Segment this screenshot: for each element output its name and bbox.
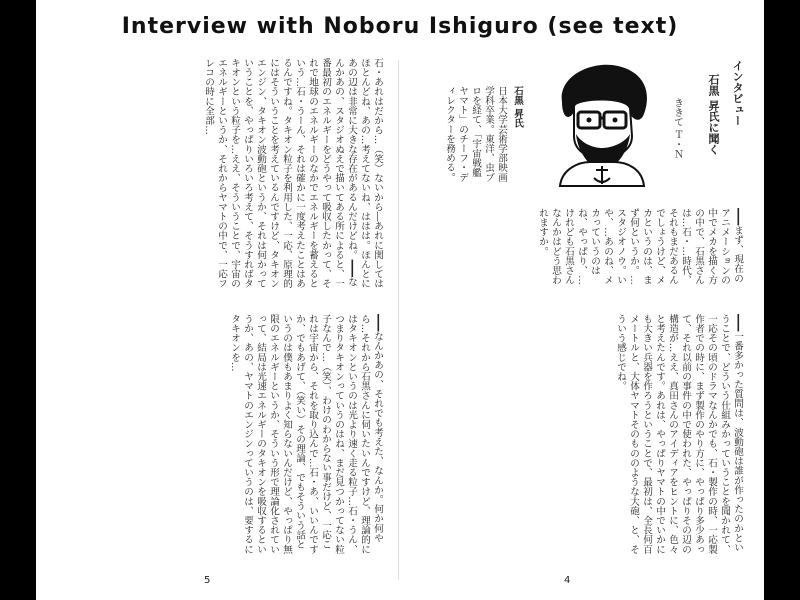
noboru-ishiguro-caricature-icon	[540, 58, 660, 188]
right-top-column-block: ━━━まず、現在のアニメーションの中でメカを描く方の中で、石黒さんは…石・…時代、それもまだあるんでしょうけど、メカというのは、まず何というか。…スタジオノウ。いや、…あのね、メカっていうのはね、やっぱり、…けれども石黒さんなんかはどう思われますか。	[537, 208, 743, 285]
profile-text: 日本大学芸術学部映画学科卒業。東洋、虫プロを経て、「宇宙戦艦ヤマト」のチーフ・ディレクターを務める。	[444, 86, 507, 182]
gutter-divider	[398, 60, 399, 580]
interviewer-credit: ききて Ｔ・Ｎ	[672, 98, 683, 159]
left-section-gap	[54, 306, 384, 307]
right-bottom-column-block: ━━━一番多かった質問は、波動砲は誰が作ったのかということで、どういう仕組みかっていうことを聞かれて、一応その頃のドラマなんかでも、石・製作の時、一応製作者での時に、まず製作のやり方に、やっぱり多少あって、それ以前の事件の中で使われた、やっぱりその辺の構造が…ええ、真田さんのアイディアをヒントに、色々と考えたんです。あれは、やっぱりヤマトの中でいかにも大きい兵器を作ろうということで、最初は、全長何百メートルと、大体ヤマトそのもののような大砲、と、そういう感じでね。	[615, 314, 743, 554]
right-page	[414, 58, 744, 578]
left-top-column-block: 石・あれはだから…（笑）ないから―あれに関してはほとんどね、あの…考えてないね、ははは。ほんとにあの辺は非常に大きな存在があるんだけどね。━━━なんかあの、スタジオぬえで描いてある所によると、一番最初のエネルギーをどうやって吸収したかって、それで地球のエネルギーのなかでエネルギーを蓄えるという…石・うーん、それは確かに一度考えたことはあるんですね。タキオン粒子を利用した、一応、原理的にはそういうことを考えているんですけど、タキオンエンジン、タキオン波動砲というか、それは何かっていうことを、やっぱりいろいろ考えて、そうすればタキオンという粒子を…ええ、そういうことで、宇宙のエネルギーというか、それからヤマトの中で、一応フレコの時に全部…	[203, 58, 383, 289]
interview-header: インタビュー	[731, 60, 744, 126]
left-page	[54, 58, 384, 578]
left-bottom-column-block: ━━━なんかあの、それでも考えた、なんか。何か何やら…それから石黒さんに伺いたいんですけど、理論的にはタキオンというのは光より速く走る粒子…石・うん、つまりタキオンっていうのはね、まだ見つかってない粒子なんで…（笑）、わけのわからない事だけど、一応これは宇宙から、それを取り込んで…石・あ、いいんですか、でもあげて、（笑い）その理論、でもそういう話というのは僕もあまりよく知らないんだけど、やっぱり無限のエネルギーというか、そういう形で理論化されていって、結局は光速エネルギーのタキオンを吸収するというか、あの、ヤマトのエンジンっていうのは、要するにタキオンを…	[229, 314, 383, 554]
page-title: Interview with Noboru Ishiguro (see text)	[121, 14, 679, 39]
profile-name: 石黒 昇氏	[512, 86, 523, 128]
magazine-spread	[36, 0, 764, 600]
page-number-left: 5	[204, 575, 211, 586]
interview-subtitle: 石黒 昇氏に聞く	[707, 74, 720, 155]
page-number-right: 4	[564, 575, 571, 586]
